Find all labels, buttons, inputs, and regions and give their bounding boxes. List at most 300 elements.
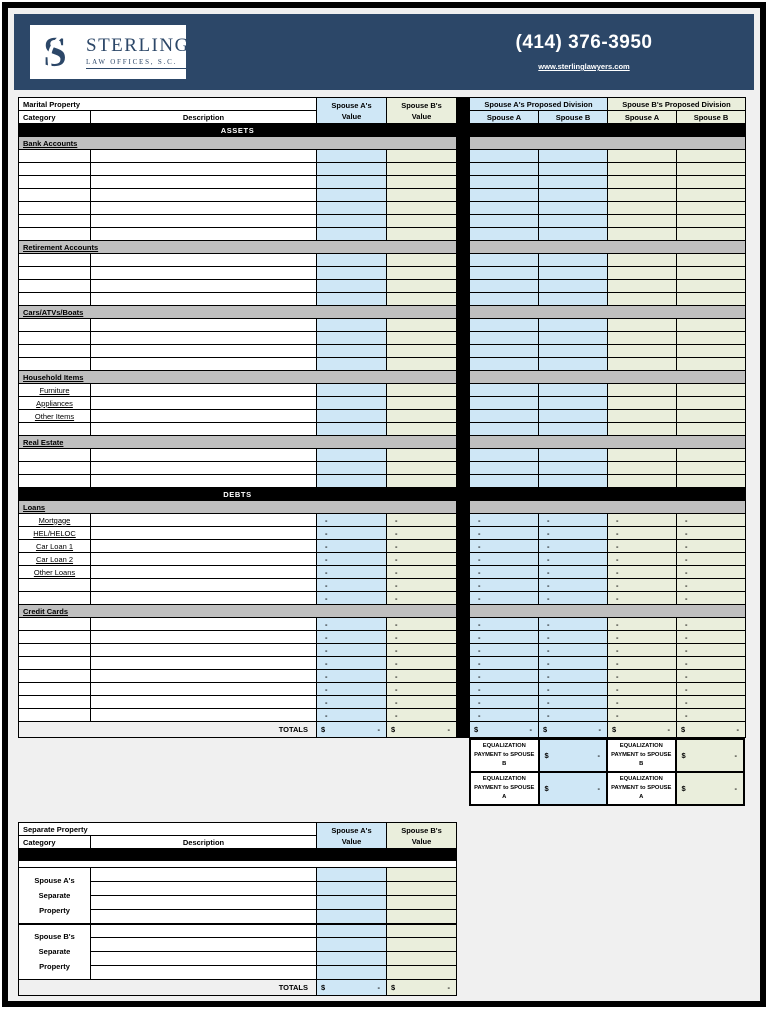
div-a-spouse-b-cell[interactable] (539, 189, 608, 202)
description-cell[interactable] (91, 644, 317, 657)
div-a-spouse-b-cell[interactable] (539, 358, 608, 371)
div-b-spouse-b-cell[interactable]: - (677, 514, 746, 527)
value-b-cell[interactable]: - (387, 579, 457, 592)
value-a-cell[interactable] (317, 449, 387, 462)
div-a-spouse-b-cell[interactable] (539, 254, 608, 267)
div-b-spouse-a-cell[interactable] (608, 228, 677, 241)
value-b-cell[interactable]: - (387, 709, 457, 722)
description-cell[interactable] (91, 202, 317, 215)
div-b-spouse-b-cell[interactable]: - (677, 592, 746, 605)
div-a-spouse-b-cell[interactable] (539, 475, 608, 488)
value-a-cell[interactable] (317, 397, 387, 410)
separate-value-a-cell[interactable] (317, 924, 387, 938)
value-a-cell[interactable] (317, 423, 387, 436)
description-cell[interactable] (91, 527, 317, 540)
value-b-cell[interactable] (387, 410, 457, 423)
separate-value-b-cell[interactable] (387, 924, 457, 938)
separate-value-b-cell[interactable] (387, 882, 457, 896)
totals-value-b[interactable]: $ - (387, 722, 457, 738)
div-b-spouse-a-cell[interactable] (608, 449, 677, 462)
description-cell[interactable] (91, 410, 317, 423)
description-cell[interactable] (91, 514, 317, 527)
div-b-spouse-a-cell[interactable]: - (608, 527, 677, 540)
div-a-spouse-a-cell[interactable] (470, 215, 539, 228)
category-cell[interactable] (19, 709, 91, 722)
div-a-spouse-a-cell[interactable] (470, 228, 539, 241)
equalization-value[interactable]: $ - (539, 739, 608, 772)
category-cell[interactable]: Car Loan 1 (19, 540, 91, 553)
description-cell[interactable] (91, 293, 317, 306)
separate-description-cell[interactable] (91, 924, 317, 938)
div-b-spouse-a-cell[interactable]: - (608, 514, 677, 527)
category-cell[interactable] (19, 618, 91, 631)
div-b-spouse-b-cell[interactable] (677, 410, 746, 423)
value-b-cell[interactable]: - (387, 683, 457, 696)
div-a-spouse-a-cell[interactable] (470, 293, 539, 306)
div-b-spouse-b-cell[interactable] (677, 319, 746, 332)
div-a-spouse-a-cell[interactable] (470, 267, 539, 280)
div-b-spouse-b-cell[interactable] (677, 280, 746, 293)
div-b-spouse-a-cell[interactable] (608, 475, 677, 488)
value-a-cell[interactable] (317, 189, 387, 202)
div-a-spouse-b-cell[interactable] (539, 449, 608, 462)
div-b-spouse-a-cell[interactable]: - (608, 709, 677, 722)
value-a-cell[interactable] (317, 410, 387, 423)
div-b-spouse-a-cell[interactable] (608, 267, 677, 280)
value-b-cell[interactable] (387, 423, 457, 436)
value-b-cell[interactable] (387, 358, 457, 371)
category-cell[interactable] (19, 657, 91, 670)
separate-value-b-cell[interactable] (387, 868, 457, 882)
div-b-spouse-a-cell[interactable] (608, 150, 677, 163)
value-a-cell[interactable]: - (317, 592, 387, 605)
value-b-cell[interactable] (387, 215, 457, 228)
value-a-cell[interactable] (317, 202, 387, 215)
description-cell[interactable] (91, 683, 317, 696)
separate-value-a-cell[interactable] (317, 868, 387, 882)
category-cell[interactable]: Car Loan 2 (19, 553, 91, 566)
div-a-spouse-b-cell[interactable]: - (539, 618, 608, 631)
totals-value-a[interactable]: $ - (317, 722, 387, 738)
value-b-cell[interactable]: - (387, 566, 457, 579)
div-b-spouse-a-cell[interactable] (608, 163, 677, 176)
div-a-spouse-b-cell[interactable]: - (539, 540, 608, 553)
value-b-cell[interactable] (387, 384, 457, 397)
value-a-cell[interactable] (317, 332, 387, 345)
div-a-spouse-a-cell[interactable] (470, 254, 539, 267)
div-b-spouse-a-total[interactable]: $ - (608, 722, 677, 738)
value-a-cell[interactable]: - (317, 631, 387, 644)
description-cell[interactable] (91, 319, 317, 332)
div-b-spouse-a-cell[interactable] (608, 384, 677, 397)
description-cell[interactable] (91, 358, 317, 371)
description-cell[interactable] (91, 631, 317, 644)
div-b-spouse-b-cell[interactable]: - (677, 553, 746, 566)
separate-value-a-cell[interactable] (317, 966, 387, 980)
description-cell[interactable] (91, 228, 317, 241)
separate-totals-value-a[interactable]: $ - (317, 980, 387, 996)
separate-value-b-cell[interactable] (387, 896, 457, 910)
div-b-spouse-a-cell[interactable] (608, 462, 677, 475)
div-a-spouse-a-cell[interactable] (470, 332, 539, 345)
value-a-cell[interactable]: - (317, 618, 387, 631)
div-b-spouse-a-cell[interactable] (608, 280, 677, 293)
description-cell[interactable] (91, 566, 317, 579)
div-a-spouse-b-cell[interactable]: - (539, 696, 608, 709)
div-b-spouse-b-cell[interactable] (677, 254, 746, 267)
category-cell[interactable] (19, 215, 91, 228)
separate-description-cell[interactable] (91, 910, 317, 924)
description-cell[interactable] (91, 215, 317, 228)
div-b-spouse-b-cell[interactable] (677, 358, 746, 371)
div-b-spouse-a-cell[interactable] (608, 358, 677, 371)
value-b-cell[interactable] (387, 228, 457, 241)
value-b-cell[interactable] (387, 397, 457, 410)
div-b-spouse-b-cell[interactable]: - (677, 709, 746, 722)
description-cell[interactable] (91, 475, 317, 488)
separate-description-cell[interactable] (91, 952, 317, 966)
div-b-spouse-a-cell[interactable]: - (608, 644, 677, 657)
category-cell[interactable] (19, 150, 91, 163)
div-a-spouse-a-cell[interactable]: - (470, 540, 539, 553)
category-cell[interactable] (19, 267, 91, 280)
description-cell[interactable] (91, 163, 317, 176)
value-b-cell[interactable]: - (387, 514, 457, 527)
div-b-spouse-a-cell[interactable] (608, 410, 677, 423)
equalization-value[interactable]: $ - (676, 739, 745, 772)
description-cell[interactable] (91, 553, 317, 566)
div-a-spouse-a-cell[interactable] (470, 384, 539, 397)
div-a-spouse-a-cell[interactable] (470, 410, 539, 423)
value-a-cell[interactable]: - (317, 566, 387, 579)
category-cell[interactable] (19, 683, 91, 696)
description-cell[interactable] (91, 579, 317, 592)
div-b-spouse-b-cell[interactable] (677, 293, 746, 306)
div-b-spouse-a-cell[interactable]: - (608, 670, 677, 683)
separate-value-b-cell[interactable] (387, 910, 457, 924)
value-b-cell[interactable]: - (387, 670, 457, 683)
category-cell[interactable] (19, 319, 91, 332)
div-b-spouse-a-cell[interactable]: - (608, 579, 677, 592)
div-b-spouse-a-cell[interactable] (608, 332, 677, 345)
category-cell[interactable] (19, 592, 91, 605)
category-cell[interactable] (19, 696, 91, 709)
value-a-cell[interactable]: - (317, 553, 387, 566)
description-cell[interactable] (91, 670, 317, 683)
div-a-spouse-a-cell[interactable] (470, 150, 539, 163)
div-b-spouse-b-cell[interactable]: - (677, 631, 746, 644)
div-a-spouse-a-cell[interactable] (470, 176, 539, 189)
separate-value-a-cell[interactable] (317, 938, 387, 952)
value-b-cell[interactable] (387, 202, 457, 215)
div-a-spouse-a-cell[interactable] (470, 423, 539, 436)
separate-description-cell[interactable] (91, 896, 317, 910)
value-b-cell[interactable]: - (387, 527, 457, 540)
separate-value-a-cell[interactable] (317, 882, 387, 896)
value-b-cell[interactable] (387, 150, 457, 163)
div-a-spouse-b-cell[interactable]: - (539, 631, 608, 644)
category-cell[interactable] (19, 462, 91, 475)
value-a-cell[interactable] (317, 163, 387, 176)
value-a-cell[interactable]: - (317, 670, 387, 683)
value-a-cell[interactable]: - (317, 579, 387, 592)
category-cell[interactable] (19, 254, 91, 267)
div-a-spouse-b-cell[interactable] (539, 202, 608, 215)
category-cell[interactable] (19, 644, 91, 657)
category-cell[interactable]: Other Items (19, 410, 91, 423)
value-a-cell[interactable] (317, 462, 387, 475)
value-b-cell[interactable] (387, 462, 457, 475)
div-a-spouse-b-cell[interactable] (539, 384, 608, 397)
div-b-spouse-b-cell[interactable] (677, 215, 746, 228)
value-b-cell[interactable] (387, 267, 457, 280)
div-b-spouse-b-cell[interactable] (677, 449, 746, 462)
value-a-cell[interactable] (317, 345, 387, 358)
div-a-spouse-b-cell[interactable] (539, 215, 608, 228)
div-b-spouse-a-cell[interactable] (608, 215, 677, 228)
category-cell[interactable] (19, 670, 91, 683)
value-a-cell[interactable] (317, 150, 387, 163)
description-cell[interactable] (91, 345, 317, 358)
div-a-spouse-b-cell[interactable]: - (539, 579, 608, 592)
category-cell[interactable] (19, 332, 91, 345)
description-cell[interactable] (91, 332, 317, 345)
category-cell[interactable] (19, 163, 91, 176)
div-a-spouse-b-cell[interactable] (539, 280, 608, 293)
category-cell[interactable] (19, 280, 91, 293)
separate-totals-value-b[interactable]: $ - (387, 980, 457, 996)
div-a-spouse-a-cell[interactable] (470, 449, 539, 462)
value-b-cell[interactable] (387, 280, 457, 293)
value-a-cell[interactable] (317, 384, 387, 397)
div-a-spouse-b-cell[interactable]: - (539, 683, 608, 696)
div-a-spouse-a-cell[interactable]: - (470, 670, 539, 683)
div-b-spouse-a-cell[interactable] (608, 293, 677, 306)
div-b-spouse-b-cell[interactable] (677, 397, 746, 410)
separate-value-b-cell[interactable] (387, 952, 457, 966)
separate-description-cell[interactable] (91, 938, 317, 952)
div-b-spouse-a-cell[interactable]: - (608, 631, 677, 644)
description-cell[interactable] (91, 189, 317, 202)
description-cell[interactable] (91, 709, 317, 722)
description-cell[interactable] (91, 176, 317, 189)
value-b-cell[interactable]: - (387, 657, 457, 670)
div-b-spouse-b-cell[interactable]: - (677, 644, 746, 657)
description-cell[interactable] (91, 267, 317, 280)
div-b-spouse-b-cell[interactable] (677, 176, 746, 189)
div-a-spouse-b-cell[interactable] (539, 293, 608, 306)
description-cell[interactable] (91, 150, 317, 163)
value-a-cell[interactable] (317, 254, 387, 267)
div-a-spouse-a-cell[interactable]: - (470, 514, 539, 527)
div-a-spouse-b-total[interactable]: $ - (539, 722, 608, 738)
category-cell[interactable] (19, 423, 91, 436)
div-b-spouse-b-cell[interactable] (677, 345, 746, 358)
value-b-cell[interactable]: - (387, 592, 457, 605)
div-b-spouse-a-cell[interactable] (608, 176, 677, 189)
div-b-spouse-b-cell[interactable]: - (677, 566, 746, 579)
div-a-spouse-a-cell[interactable]: - (470, 579, 539, 592)
value-b-cell[interactable] (387, 293, 457, 306)
category-cell[interactable] (19, 176, 91, 189)
description-cell[interactable] (91, 540, 317, 553)
value-a-cell[interactable] (317, 358, 387, 371)
div-a-spouse-a-cell[interactable] (470, 189, 539, 202)
div-b-spouse-b-cell[interactable] (677, 384, 746, 397)
description-cell[interactable] (91, 397, 317, 410)
div-b-spouse-b-cell[interactable] (677, 475, 746, 488)
div-a-spouse-a-cell[interactable] (470, 475, 539, 488)
value-b-cell[interactable] (387, 254, 457, 267)
value-a-cell[interactable] (317, 176, 387, 189)
category-cell[interactable]: Furniture (19, 384, 91, 397)
div-b-spouse-a-cell[interactable] (608, 202, 677, 215)
value-b-cell[interactable] (387, 475, 457, 488)
value-b-cell[interactable]: - (387, 631, 457, 644)
category-cell[interactable] (19, 358, 91, 371)
separate-value-b-cell[interactable] (387, 938, 457, 952)
div-b-spouse-b-cell[interactable]: - (677, 618, 746, 631)
category-cell[interactable]: Other Loans (19, 566, 91, 579)
category-cell[interactable] (19, 631, 91, 644)
div-a-spouse-b-cell[interactable] (539, 462, 608, 475)
div-b-spouse-a-cell[interactable] (608, 189, 677, 202)
div-b-spouse-b-total[interactable]: $ - (677, 722, 746, 738)
description-cell[interactable] (91, 696, 317, 709)
category-cell[interactable] (19, 293, 91, 306)
div-a-spouse-a-cell[interactable] (470, 280, 539, 293)
description-cell[interactable] (91, 280, 317, 293)
div-b-spouse-a-cell[interactable]: - (608, 683, 677, 696)
separate-value-a-cell[interactable] (317, 896, 387, 910)
category-cell[interactable]: Mortgage (19, 514, 91, 527)
div-a-spouse-a-cell[interactable]: - (470, 657, 539, 670)
div-b-spouse-b-cell[interactable] (677, 202, 746, 215)
div-a-spouse-b-cell[interactable]: - (539, 644, 608, 657)
div-b-spouse-b-cell[interactable]: - (677, 527, 746, 540)
div-b-spouse-b-cell[interactable] (677, 163, 746, 176)
div-b-spouse-a-cell[interactable] (608, 254, 677, 267)
category-cell[interactable] (19, 228, 91, 241)
value-a-cell[interactable] (317, 228, 387, 241)
value-a-cell[interactable]: - (317, 709, 387, 722)
value-b-cell[interactable]: - (387, 618, 457, 631)
div-a-spouse-a-total[interactable]: $ - (470, 722, 539, 738)
div-a-spouse-b-cell[interactable]: - (539, 657, 608, 670)
div-a-spouse-b-cell[interactable]: - (539, 527, 608, 540)
div-b-spouse-a-cell[interactable]: - (608, 592, 677, 605)
value-a-cell[interactable]: - (317, 683, 387, 696)
value-a-cell[interactable]: - (317, 540, 387, 553)
div-a-spouse-a-cell[interactable]: - (470, 631, 539, 644)
div-a-spouse-b-cell[interactable]: - (539, 514, 608, 527)
div-b-spouse-b-cell[interactable] (677, 332, 746, 345)
value-b-cell[interactable] (387, 189, 457, 202)
value-a-cell[interactable] (317, 215, 387, 228)
div-b-spouse-a-cell[interactable]: - (608, 657, 677, 670)
div-b-spouse-b-cell[interactable]: - (677, 696, 746, 709)
div-a-spouse-a-cell[interactable]: - (470, 592, 539, 605)
category-cell[interactable]: Appliances (19, 397, 91, 410)
value-b-cell[interactable]: - (387, 540, 457, 553)
div-a-spouse-b-cell[interactable] (539, 345, 608, 358)
value-a-cell[interactable]: - (317, 514, 387, 527)
div-b-spouse-b-cell[interactable]: - (677, 683, 746, 696)
value-b-cell[interactable] (387, 449, 457, 462)
div-a-spouse-b-cell[interactable]: - (539, 553, 608, 566)
div-a-spouse-b-cell[interactable] (539, 410, 608, 423)
div-a-spouse-b-cell[interactable] (539, 228, 608, 241)
value-a-cell[interactable] (317, 267, 387, 280)
div-b-spouse-b-cell[interactable]: - (677, 670, 746, 683)
div-b-spouse-a-cell[interactable]: - (608, 696, 677, 709)
description-cell[interactable] (91, 657, 317, 670)
div-b-spouse-b-cell[interactable] (677, 267, 746, 280)
div-a-spouse-b-cell[interactable] (539, 423, 608, 436)
div-a-spouse-a-cell[interactable] (470, 163, 539, 176)
category-cell[interactable] (19, 202, 91, 215)
div-a-spouse-a-cell[interactable]: - (470, 709, 539, 722)
div-a-spouse-a-cell[interactable]: - (470, 696, 539, 709)
category-cell[interactable] (19, 475, 91, 488)
div-b-spouse-a-cell[interactable] (608, 397, 677, 410)
value-a-cell[interactable]: - (317, 696, 387, 709)
value-b-cell[interactable]: - (387, 644, 457, 657)
value-a-cell[interactable] (317, 475, 387, 488)
description-cell[interactable] (91, 384, 317, 397)
value-b-cell[interactable] (387, 163, 457, 176)
value-a-cell[interactable]: - (317, 657, 387, 670)
website-link[interactable]: www.sterlinglawyers.com (538, 62, 630, 71)
value-a-cell[interactable] (317, 280, 387, 293)
div-a-spouse-b-cell[interactable] (539, 397, 608, 410)
div-b-spouse-a-cell[interactable]: - (608, 566, 677, 579)
div-a-spouse-b-cell[interactable]: - (539, 670, 608, 683)
div-a-spouse-a-cell[interactable]: - (470, 618, 539, 631)
div-b-spouse-a-cell[interactable]: - (608, 553, 677, 566)
equalization-value[interactable]: $ - (539, 772, 608, 805)
div-a-spouse-b-cell[interactable] (539, 319, 608, 332)
value-b-cell[interactable] (387, 332, 457, 345)
div-b-spouse-a-cell[interactable]: - (608, 540, 677, 553)
div-a-spouse-b-cell[interactable] (539, 332, 608, 345)
div-a-spouse-b-cell[interactable]: - (539, 566, 608, 579)
separate-description-cell[interactable] (91, 868, 317, 882)
div-a-spouse-a-cell[interactable]: - (470, 566, 539, 579)
value-b-cell[interactable] (387, 345, 457, 358)
div-b-spouse-b-cell[interactable]: - (677, 657, 746, 670)
div-b-spouse-b-cell[interactable] (677, 228, 746, 241)
div-b-spouse-b-cell[interactable] (677, 462, 746, 475)
div-a-spouse-a-cell[interactable]: - (470, 527, 539, 540)
description-cell[interactable] (91, 618, 317, 631)
separate-value-b-cell[interactable] (387, 966, 457, 980)
separate-description-cell[interactable] (91, 882, 317, 896)
div-b-spouse-a-cell[interactable] (608, 319, 677, 332)
div-a-spouse-b-cell[interactable] (539, 267, 608, 280)
description-cell[interactable] (91, 423, 317, 436)
div-a-spouse-b-cell[interactable] (539, 150, 608, 163)
value-b-cell[interactable]: - (387, 696, 457, 709)
div-a-spouse-a-cell[interactable] (470, 462, 539, 475)
value-a-cell[interactable] (317, 293, 387, 306)
equalization-value[interactable]: $ - (676, 772, 745, 805)
separate-value-a-cell[interactable] (317, 952, 387, 966)
value-a-cell[interactable]: - (317, 527, 387, 540)
value-b-cell[interactable] (387, 176, 457, 189)
description-cell[interactable] (91, 254, 317, 267)
description-cell[interactable] (91, 592, 317, 605)
